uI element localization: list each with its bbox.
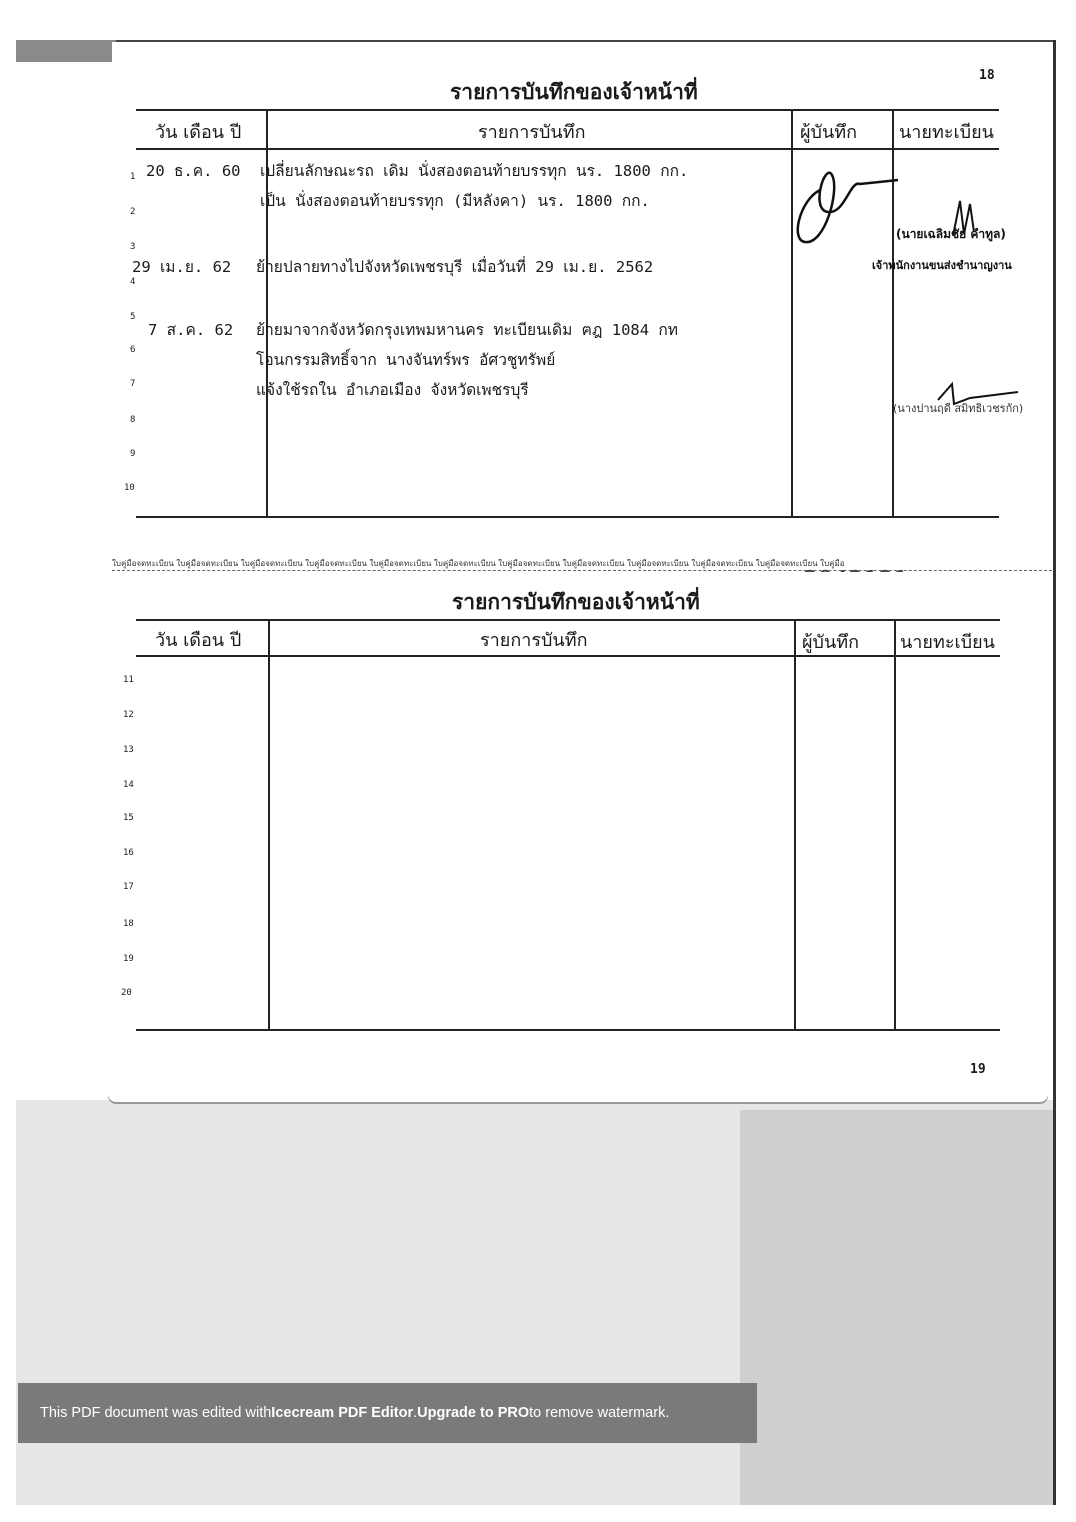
row-number: 5 <box>130 312 136 322</box>
row-number: 9 <box>130 449 136 459</box>
entry-line: แจ้งใช้รถใน อำเภอเมือง จังหวัดเพชรบุรี <box>256 381 529 399</box>
column-divider <box>894 619 896 1030</box>
entry-date: 20 ธ.ค. 60 <box>146 162 241 180</box>
registrar-name: (นางปานฤดี สมิทธิเวชรกัก) <box>893 402 1024 415</box>
table-header-border <box>136 655 1000 657</box>
row-number: 10 <box>124 483 135 493</box>
stamp-signature <box>948 196 978 241</box>
scan-background-shadow <box>740 1110 1053 1505</box>
editor-watermark-banner <box>18 1383 757 1443</box>
scan-edge <box>16 40 116 62</box>
watermark-brand: Icecream PDF Editor <box>271 1405 414 1421</box>
table-bottom-border <box>136 1029 1000 1031</box>
row-number: 18 <box>123 919 134 929</box>
row-number: 1 <box>130 172 136 182</box>
page-number: 19 <box>970 1062 986 1077</box>
header-entry: รายการบันทึก <box>480 630 588 651</box>
row-number: 11 <box>123 675 134 685</box>
entry-line: ย้ายมาจากจังหวัดกรุงเทพมหานคร ทะเบียนเดิม ฅฎ 1084 กท <box>256 321 679 339</box>
header-entry: รายการบันทึก <box>478 122 586 143</box>
page-number: 18 <box>979 68 995 83</box>
header-recorder: ผู้บันทึก <box>802 632 860 653</box>
row-number: 20 <box>121 988 132 998</box>
row-number: 6 <box>130 345 136 355</box>
row-number: 7 <box>130 379 136 389</box>
header-date: วัน เดือน ปี <box>155 122 242 143</box>
entry-line: ย้ายปลายทางไปจังหวัดเพชรบุรี เมื่อวันที่ 29 เม.ย. 2562 <box>256 258 654 276</box>
entry-line: เป็น นั่งสองตอนท้ายบรรทุก (มีหลังคา) นร. 1800 กก. <box>260 192 650 210</box>
row-number: 8 <box>130 415 136 425</box>
entry-date: 29 เม.ย. 62 <box>132 258 232 276</box>
entry-line: เปลี่ยนลักษณะรถ เดิม นั่งสองตอนท้ายบรรทุก นร. 1800 กก. <box>260 162 689 180</box>
official-stamp-title: เจ้าพนักงานขนส่งชำนาญงาน <box>872 259 1012 272</box>
watermark-prefix: This PDF document was edited with <box>40 1405 272 1421</box>
row-number: 15 <box>123 813 134 823</box>
official-stamp-name: (นายเฉลิมชัย คำทูล) <box>896 227 1006 241</box>
page-title: รายการบันทึกของเจ้าหน้าที่ <box>450 79 698 104</box>
table-top-border <box>136 619 1000 621</box>
scan-edge-right <box>1053 40 1056 1505</box>
perforation-strip: ใบคู่มือจดทะเบียน ใบคู่มือจดทะเบียน ใบคู่มือจดทะเบียน ใบคู่มือจดทะเบียน ใบคู่มือจดทะเบียน ใบคู่มือจดทะเบียน ใบคู่มือจดทะเบียน ใบคู่มือจดทะเบียน ใบคู่มือจดทะเบียน ใบคู่มือจดทะเบียน ใบคู่มือจดทะเบียน ใบคู่มือ <box>112 557 1052 571</box>
row-number: 4 <box>130 277 136 287</box>
entry-line: โอนกรรมสิทธิ์จาก นางจันทร์พร อัศวชูทรัพย์ <box>256 351 556 369</box>
recorder-signature <box>790 150 900 250</box>
row-number: 12 <box>123 710 134 720</box>
header-registrar: นายทะเบียน <box>899 122 994 143</box>
row-number: 19 <box>123 954 134 964</box>
row-number: 14 <box>123 780 134 790</box>
row-number: 2 <box>130 207 136 217</box>
row-number: 13 <box>123 745 134 755</box>
row-number: 3 <box>130 242 136 252</box>
header-recorder: ผู้บันทึก <box>800 122 858 143</box>
watermark-suffix: to remove watermark. <box>529 1405 670 1421</box>
watermark-middle: . <box>413 1405 418 1421</box>
header-registrar: นายทะเบียน <box>900 632 995 653</box>
header-date: วัน เดือน ปี <box>155 630 242 651</box>
entry-date: 7 ส.ค. 62 <box>148 321 234 339</box>
row-number: 16 <box>123 848 134 858</box>
column-divider <box>794 619 796 1030</box>
watermark-upgrade-link[interactable]: Upgrade to PRO <box>417 1405 530 1421</box>
page-title: รายการบันทึกของเจ้าหน้าที่ <box>452 589 700 614</box>
row-number: 17 <box>123 882 134 892</box>
column-divider <box>268 619 270 1030</box>
